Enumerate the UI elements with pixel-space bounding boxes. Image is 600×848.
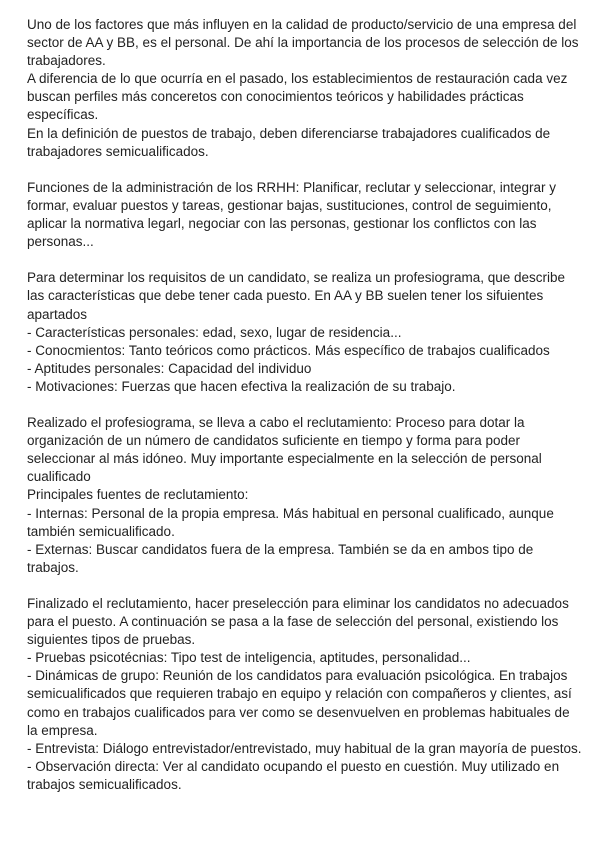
text-line: trabajadores semicualificados. <box>27 143 209 159</box>
text-line: - Observación directa: Ver al candidato ocupando el puesto en cuestión. Muy utilizado en <box>27 758 560 774</box>
text-line: también semicualificado. <box>27 523 175 539</box>
text-line: - Internas: Personal de la propia empresa. Más habitual en personal cualificado, aunque <box>27 505 554 521</box>
paragraph-5 <box>27 595 580 794</box>
text-line: las características que debe tener cada puesto. En AA y BB suelen tener los sifuientes <box>27 288 544 304</box>
text-line: Realizado el profesiograma, se lleva a cabo el reclutamiento: Proceso para dotar la <box>27 415 525 431</box>
paragraph-gap <box>27 161 580 179</box>
text-line: organización de un número de candidatos suficiente en tiempo y forma para poder <box>27 433 521 449</box>
text-line: trabajos. <box>27 559 79 575</box>
paragraph-1 <box>27 16 580 161</box>
text-line: trabajadores. <box>27 53 106 69</box>
paragraph-2 <box>27 179 580 251</box>
text-line: personas... <box>27 234 94 250</box>
paragraph-gap <box>27 577 580 595</box>
text-line: - Externas: Buscar candidatos fuera de la empresa. También se da en ambos tipo de <box>27 541 534 557</box>
text-line: En la definición de puestos de trabajo, deben diferenciarse trabajadores cualificados de <box>27 125 551 141</box>
text-line: sector de AA y BB, es el personal. De ahí la importancia de los procesos de selección de los <box>27 35 579 51</box>
text-line: Para determinar los requisitos de un candidato, se realiza un profesiograma, que describe <box>27 270 566 286</box>
text-line: seleccionar al más idóneo. Muy importante especialmente en la selección de personal <box>27 451 542 467</box>
text-line: para el puesto. A continuación se pasa a la fase de selección del personal, existiendo los <box>27 614 559 630</box>
text-line: - Aptitudes personales: Capacidad del individuo <box>27 360 312 376</box>
text-line: Uno de los factores que más influyen en la calidad de producto/servicio de una empresa del <box>27 17 577 32</box>
paragraph-3 <box>27 269 580 396</box>
text-line: - Motivaciones: Fuerzas que hacen efectiva la realización de su trabajo. <box>27 378 456 394</box>
text-line: formar, evaluar puestos y tareas, gestionar bajas, sustituciones, control de seguimiento, <box>27 197 552 213</box>
text-line: buscan perfiles más conceretos con conocimientos teóricos y habilidades prácticas <box>27 89 524 105</box>
text-line: la empresa. <box>27 722 98 738</box>
text-line: cualificado <box>27 469 91 485</box>
paragraph-gap <box>27 251 580 269</box>
text-line: - Conocmientos: Tanto teóricos como prácticos. Más específico de trabajos cualificados <box>27 342 550 358</box>
text-line: siguientes tipos de pruebas. <box>27 632 196 648</box>
text-line: Finalizado el reclutamiento, hacer preselección para eliminar los candidatos no adecuados <box>27 596 569 611</box>
text-line: Principales fuentes de reclutamiento: <box>27 487 249 503</box>
text-line: - Características personales: edad, sexo, lugar de residencia... <box>27 324 402 340</box>
paragraph-4 <box>27 414 580 577</box>
text-line: semicualificados que requieren trabajo en equipo y relación con compañeros y clientes, así <box>27 686 572 702</box>
text-line: - Dinámicas de grupo: Reunión de los candidatos para evaluación psicológica. En trabajos <box>27 668 568 684</box>
text-line: aplicar la normativa legarl, negociar con las personas, gestionar los conflictos con las <box>27 216 537 232</box>
text-line: A diferencia de lo que ocurría en el pasado, los establecimientos de restauración cada vez <box>27 71 568 87</box>
text-line: como en trabajos cualificados para ver como se desenvuelven en problemas habituales de <box>27 704 570 720</box>
text-line: apartados <box>27 306 88 322</box>
text-line: trabajos semicualificados. <box>27 776 182 792</box>
text-line: específicas. <box>27 107 99 123</box>
text-line: - Pruebas psicotécnias: Tipo test de inteligencia, aptitudes, personalidad... <box>27 650 471 666</box>
text-line: Funciones de la administración de los RRHH: Planificar, reclutar y seleccionar, integrar y <box>27 179 556 195</box>
paragraph-gap <box>27 396 580 414</box>
text-line: - Entrevista: Diálogo entrevistador/entrevistado, muy habitual de la gran mayoría de puestos. <box>27 740 582 756</box>
